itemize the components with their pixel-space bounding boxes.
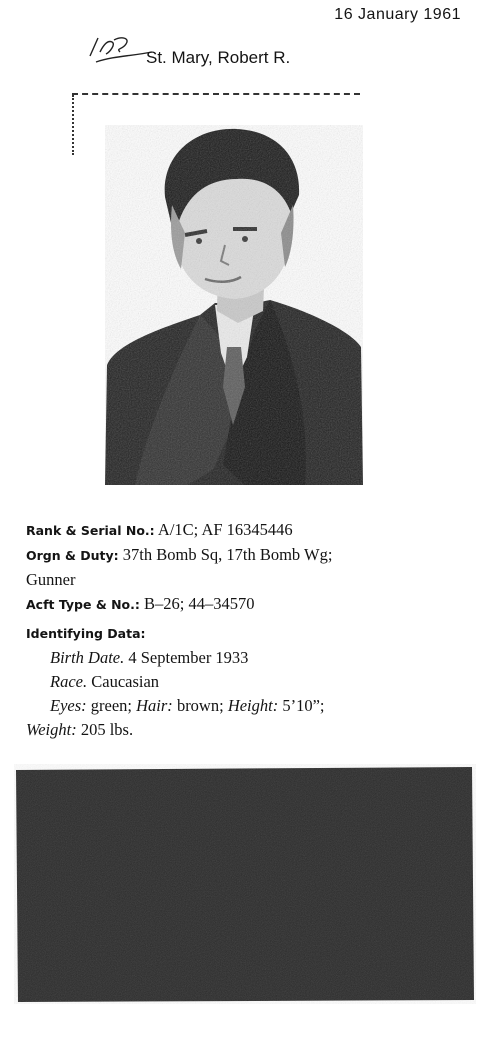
- birth-date-value: 4 September 1933: [124, 648, 249, 667]
- identifying-data-row: [26, 621, 481, 646]
- height-value: 5’10”;: [278, 696, 325, 715]
- acft-type-value: B–26; 44–34570: [139, 594, 255, 613]
- orgn-duty-value: 37th Bomb Sq, 17th Bomb Wg;: [118, 545, 333, 564]
- rank-serial-row: [26, 518, 481, 543]
- rank-serial-value: A/1C; AF 16345446: [154, 520, 293, 539]
- rank-serial-label: Rank & Serial No.:: [26, 523, 155, 538]
- identifying-data-label: Identifying Data:: [26, 626, 146, 641]
- weight-label: Weight:: [26, 720, 77, 739]
- subject-name: St. Mary, Robert R.: [146, 48, 291, 67]
- height-label: Height:: [227, 696, 279, 715]
- eyes-label: Eyes:: [50, 696, 87, 715]
- redaction-block: [14, 764, 476, 1004]
- hair-label: Hair:: [136, 696, 173, 715]
- photo-frame-top-edge: [72, 93, 360, 95]
- hair-value: brown;: [172, 696, 228, 715]
- acft-type-label: Acft Type & No.:: [26, 597, 140, 612]
- race-value: Caucasian: [87, 672, 160, 691]
- acft-type-row: [26, 592, 481, 617]
- record-details: [26, 518, 481, 742]
- birth-date-label: Birth Date.: [50, 648, 125, 667]
- portrait-photo: [105, 125, 363, 485]
- physical-description-row: [26, 694, 481, 718]
- orgn-duty-value-line2: Gunner: [26, 570, 76, 589]
- orgn-duty-label: Orgn & Duty:: [26, 548, 119, 563]
- birth-date-row: [26, 646, 481, 670]
- weight-value: 205 lbs.: [76, 720, 134, 739]
- eyes-value: green;: [86, 696, 137, 715]
- race-row: [26, 670, 481, 694]
- orgn-duty-row-continued: [26, 568, 481, 592]
- weight-row: [26, 718, 481, 742]
- race-label: Race.: [50, 672, 88, 691]
- document-date: 16 January 1961: [334, 6, 461, 23]
- orgn-duty-row: [26, 543, 481, 568]
- photo-frame-left-edge: [72, 95, 74, 155]
